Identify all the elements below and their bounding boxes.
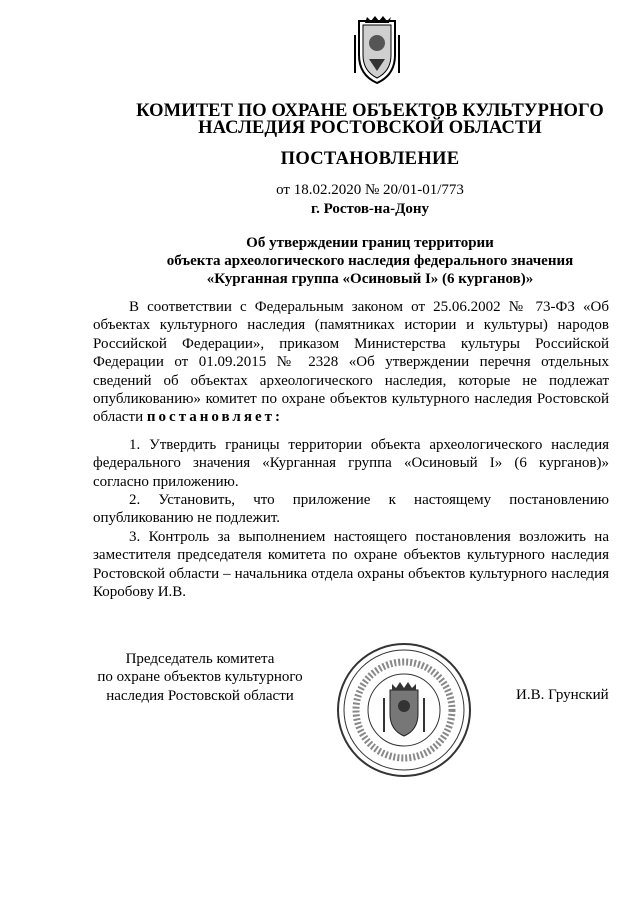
preamble-paragraph [93,298,609,427]
item-2: 2. Установить, что приложение к настоящему постановлению опубликованию не подлежит. [93,492,609,527]
subject-line1: Об утверждении границ территории [246,235,494,251]
position-line1: Председатель комитета [125,651,275,667]
document-type: ПОСТАНОВЛЕНИЕ [280,149,460,169]
official-seal-icon [334,640,474,780]
position-line3: наследия Ростовской области [106,687,294,704]
item-3: 3. Контроль за выполнением настоящего постановления возложить на заместителя председателя комитета по охране объектов культурного наследия Ростовской области – начальника отдела охраны объектов культурного наследия Коробову И.В. [93,529,609,601]
item-1: 1. Утвердить границы территории объекта археологического наследия федерального значения «Курганная группа «Осиновый I» (6 курганов)» согласно приложению. [93,437,609,490]
date-number: от 18.02.2020 № 20/01-01/773 [276,182,464,198]
signer-name: И.В. Грунский [516,687,609,703]
city: г. Ростов-на-Дону [310,201,430,217]
position-line2: по охране объектов культурного [97,669,303,686]
subject-line2: объекта археологического наследия федерального значения [166,253,574,269]
signer-position [80,650,320,705]
document-subject [0,234,640,288]
subject-line3: «Курганная группа «Осиновый I» (6 курганов)» [206,271,534,287]
coat-of-arms-icon [351,15,403,87]
org-name-line2: НАСЛЕДИЯ РОСТОВСКОЙ ОБЛАСТИ [198,118,542,138]
resolves-word: постановляет: [146,409,283,426]
org-name-line1: КОМИТЕТ ПО ОХРАНЕ ОБЪЕКТОВ КУЛЬТУРНОГО [136,101,604,121]
preamble-text: В соответствии с Федеральным законом от 25.06.2002 № 73-ФЗ «Об объектах культурного наследия (памятниках истории и культуры) народов Российской Федерации», приказом Министерства культуры Российской Федерации от 01.09.2015 № 2328 «Об утверждении перечня отдельных сведений об объектах археологического наследия, которые не подлежат опубликованию» комитет по охране объектов культурного наследия Ростовской области [93,299,609,426]
